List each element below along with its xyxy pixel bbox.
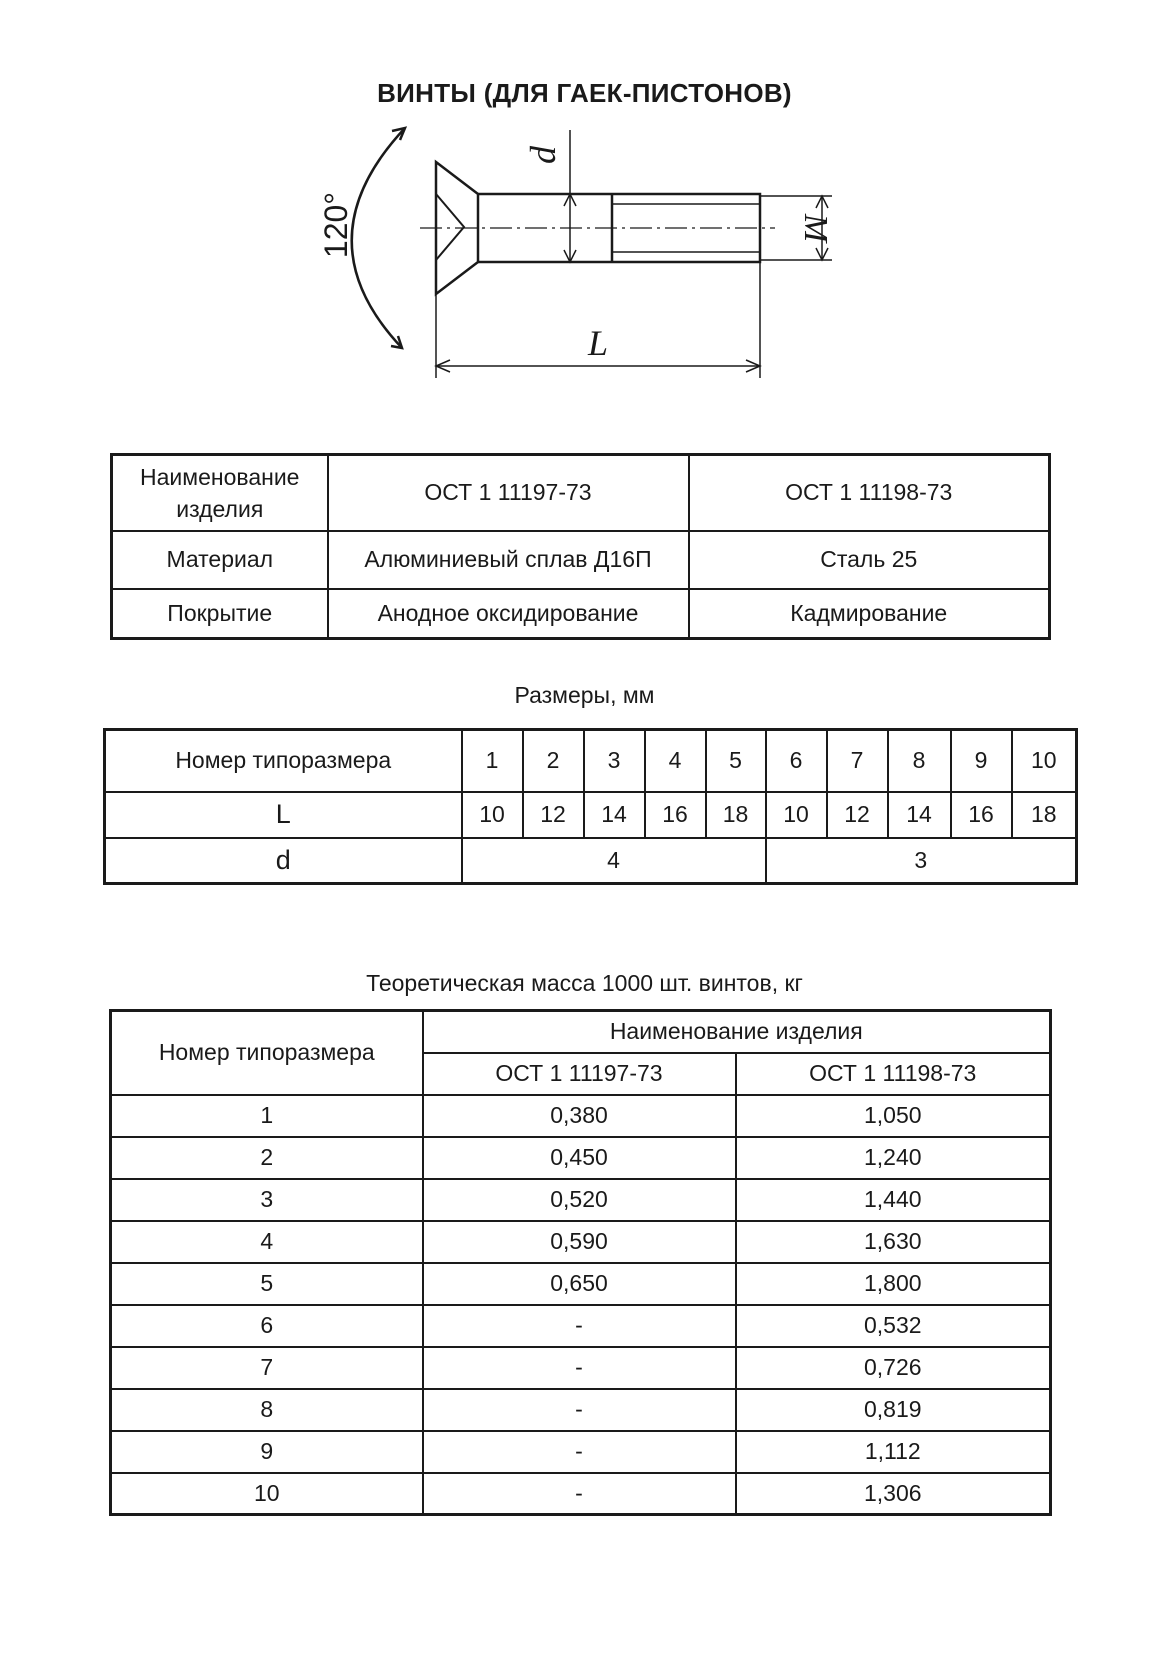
- mass-ost2: 1,630: [736, 1221, 1051, 1263]
- row-label-material: Материал: [112, 531, 328, 589]
- length-cell: 18: [706, 792, 766, 838]
- table-row: [111, 1347, 1051, 1389]
- table-row: [105, 730, 1077, 792]
- mass-size: 7: [111, 1347, 423, 1389]
- header-cell-ost1: ОСТ 1 11197-73: [328, 455, 689, 531]
- header-size-number: Номер типоразмера: [111, 1011, 423, 1095]
- table-row: [111, 1431, 1051, 1473]
- mass-ost2: 0,532: [736, 1305, 1051, 1347]
- material-ost2: Сталь 25: [689, 531, 1050, 589]
- table-row: [111, 1389, 1051, 1431]
- mass-ost1: 0,650: [423, 1263, 736, 1305]
- row-label-L: L: [105, 792, 462, 838]
- table-row: [112, 531, 1050, 589]
- mass-ost2: 1,440: [736, 1179, 1051, 1221]
- mass-ost2: 1,050: [736, 1095, 1051, 1137]
- mass-size: 4: [111, 1221, 423, 1263]
- table-row: [111, 1221, 1051, 1263]
- header-cell-ost2: ОСТ 1 11198-73: [689, 455, 1050, 531]
- material-ost1: Алюминиевый сплав Д16П: [328, 531, 689, 589]
- length-cell: 10: [462, 792, 523, 838]
- mass-size: 6: [111, 1305, 423, 1347]
- m-label: M: [797, 213, 834, 243]
- mass-ost1: -: [423, 1389, 736, 1431]
- screw-drawing: [300, 110, 860, 385]
- table-row: [111, 1305, 1051, 1347]
- table-row: [111, 1011, 1051, 1053]
- header-product-name: Наименование изделия: [423, 1011, 1051, 1053]
- angle-arc: [352, 128, 405, 348]
- size-cell: 6: [766, 730, 827, 792]
- table-row: [111, 1473, 1051, 1515]
- table-row: [112, 589, 1050, 639]
- mass-table: [109, 1009, 1052, 1516]
- size-cell: 9: [951, 730, 1012, 792]
- length-cell: 10: [766, 792, 827, 838]
- diameter-group-2: 3: [766, 838, 1077, 884]
- properties-table: [110, 453, 1051, 640]
- row-label-size: Номер типоразмера: [105, 730, 462, 792]
- mass-size: 1: [111, 1095, 423, 1137]
- mass-ost1: -: [423, 1347, 736, 1389]
- mass-ost2: 1,800: [736, 1263, 1051, 1305]
- mass-ost1: 0,590: [423, 1221, 736, 1263]
- length-cell: 16: [645, 792, 706, 838]
- length-cell: 12: [827, 792, 888, 838]
- header-ost2: ОСТ 1 11198-73: [736, 1053, 1051, 1095]
- length-cell: 14: [888, 792, 951, 838]
- size-cell: 1: [462, 730, 523, 792]
- length-cell: 12: [523, 792, 584, 838]
- page-title: ВИНТЫ (ДЛЯ ГАЕК-ПИСТОНОВ): [377, 78, 792, 108]
- table-row: [111, 1137, 1051, 1179]
- size-cell: 3: [584, 730, 645, 792]
- mass-size: 2: [111, 1137, 423, 1179]
- mass-ost1: -: [423, 1473, 736, 1515]
- mass-ost1: -: [423, 1305, 736, 1347]
- size-cell: 5: [706, 730, 766, 792]
- diameter-group-1: 4: [462, 838, 766, 884]
- size-cell: 8: [888, 730, 951, 792]
- mass-ost1: -: [423, 1431, 736, 1473]
- length-cell: 16: [951, 792, 1012, 838]
- d-label: d: [523, 146, 563, 164]
- mass-ost2: 1,240: [736, 1137, 1051, 1179]
- mass-ost2: 1,306: [736, 1473, 1051, 1515]
- size-cell: 2: [523, 730, 584, 792]
- l-label: L: [587, 323, 609, 363]
- dimensions-caption: Размеры, мм: [514, 682, 655, 708]
- row-label-coating: Покрытие: [112, 589, 328, 639]
- mass-size: 5: [111, 1263, 423, 1305]
- table-row: [105, 792, 1077, 838]
- header-ost1: ОСТ 1 11197-73: [423, 1053, 736, 1095]
- size-cell: 7: [827, 730, 888, 792]
- mass-ost1: 0,380: [423, 1095, 736, 1137]
- coating-ost2: Кадмирование: [689, 589, 1050, 639]
- mass-ost1: 0,520: [423, 1179, 736, 1221]
- mass-ost2: 0,819: [736, 1389, 1051, 1431]
- length-cell: 18: [1012, 792, 1077, 838]
- header-cell-name: Наименование изделия: [112, 455, 328, 531]
- mass-ost2: 0,726: [736, 1347, 1051, 1389]
- table-row: [112, 455, 1050, 531]
- size-cell: 10: [1012, 730, 1077, 792]
- table-row: [111, 1263, 1051, 1305]
- mass-size: 10: [111, 1473, 423, 1515]
- mass-size: 8: [111, 1389, 423, 1431]
- table-row: [105, 838, 1077, 884]
- mass-ost1: 0,450: [423, 1137, 736, 1179]
- table-row: [111, 1095, 1051, 1137]
- mass-caption: Теоретическая масса 1000 шт. винтов, кг: [366, 970, 803, 996]
- length-cell: 14: [584, 792, 645, 838]
- angle-label: 120°: [318, 191, 354, 259]
- row-label-d: d: [105, 838, 462, 884]
- size-cell: 4: [645, 730, 706, 792]
- coating-ost1: Анодное оксидирование: [328, 589, 689, 639]
- mass-size: 9: [111, 1431, 423, 1473]
- dimensions-table: [103, 728, 1078, 885]
- table-row: [111, 1179, 1051, 1221]
- head-recess: [436, 194, 464, 260]
- mass-size: 3: [111, 1179, 423, 1221]
- mass-ost2: 1,112: [736, 1431, 1051, 1473]
